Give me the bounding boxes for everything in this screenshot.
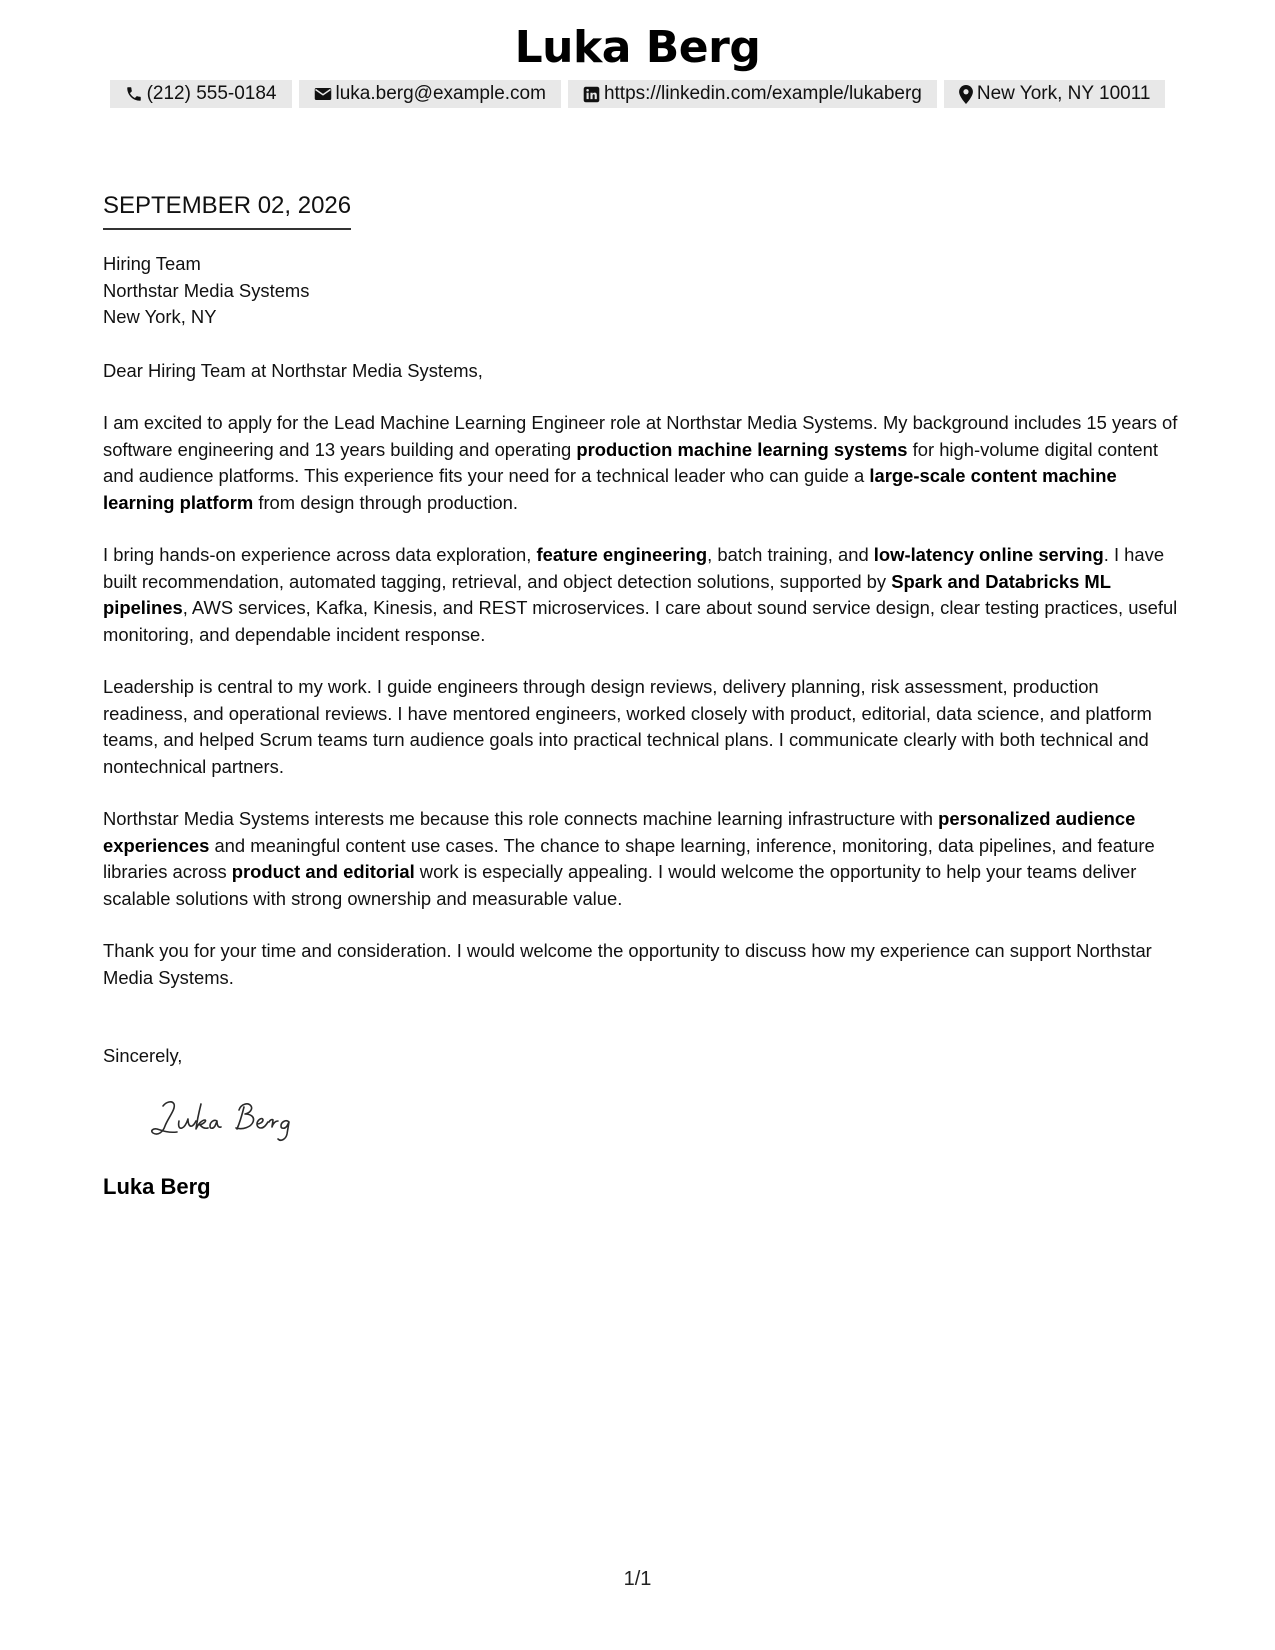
handwritten-signature: [149, 1092, 329, 1150]
contact-phone[interactable]: [110, 80, 292, 108]
linkedin-icon: [583, 86, 600, 103]
letter-date: SEPTEMBER 02, 2026: [103, 190, 351, 230]
applicant-name-heading: Luka Berg: [514, 22, 761, 73]
emphasis-text: production machine learning systems: [576, 438, 908, 460]
paragraph-text: I am excited to apply for the Lead Machine Learning Engineer role at Northstar Media Systems. My background includes 15 years of software engineering and 13 years building and operating: [103, 412, 1178, 460]
emphasis-text: large-scale content machine learning platform: [103, 465, 1117, 513]
recipient-line: Northstar Media Systems: [103, 279, 310, 301]
paragraph-text: Leadership is central to my work. I guide engineers through design reviews, delivery planning, risk assessment, production readiness, and operational reviews. I have mentored engineers, worked closely with product, editorial, data science, and platform teams, and helped Scrum teams turn audience goals into practical technical plans. I communicate clearly with both technical and nontechnical partners.: [103, 676, 1152, 777]
salutation: Dear Hiring Team at Northstar Media Systems,: [103, 359, 483, 381]
recipient-block: [103, 251, 1178, 331]
contact-linkedin-text: https://linkedin.com/example/lukaberg: [603, 83, 922, 104]
contact-bar: [0, 80, 1275, 108]
letter-body: [103, 190, 1178, 1202]
paragraph-text: Northstar Media Systems interests me because this role connects machine learning infrastructure with: [103, 808, 939, 829]
paragraph-text: from design through production.: [253, 491, 518, 513]
map-pin-icon: [959, 85, 973, 104]
contact-linkedin[interactable]: [568, 80, 937, 108]
paragraph-text: . I have built recommendation, automated tagging, retrieval, and object detection solutions, supported by: [103, 544, 1165, 592]
contact-location-text: New York, NY 10011: [976, 83, 1151, 104]
recipient-line: Hiring Team: [103, 253, 201, 274]
phone-icon: [125, 85, 143, 103]
envelope-icon: [314, 86, 332, 102]
emphasis-text: Spark and Databricks ML pipelines: [103, 570, 1111, 618]
emphasis-text: product and editorial: [231, 861, 415, 882]
letter-paragraph: [103, 542, 1178, 648]
emphasis-text: personalized audience experiences: [103, 808, 1136, 856]
paragraph-text: , AWS services, Kafka, Kinesis, and REST microservices. I care about sound service design, clear testing practices, useful monitoring, and dependable incident response.: [103, 597, 1178, 645]
paragraph-text: I bring hands-on experience across data exploration,: [103, 544, 537, 565]
letter-paragraph: [103, 674, 1178, 780]
letter-paragraphs: [103, 410, 1178, 991]
contact-location[interactable]: [944, 80, 1166, 108]
letter-paragraph: [103, 806, 1178, 912]
paragraph-text: , batch training, and: [707, 544, 874, 565]
contact-email[interactable]: [299, 80, 561, 108]
page-number: 1/1: [623, 1568, 652, 1590]
letter-paragraph: [103, 410, 1178, 516]
signer-name: Luka Berg: [103, 1173, 211, 1199]
emphasis-text: feature engineering: [536, 544, 708, 565]
paragraph-text: for high-volume digital content and audience platforms. This experience fits your need for a technical leader who can guide a: [103, 438, 1158, 486]
paragraph-text: and meaningful content use cases. The chance to shape learning, inference, monitoring, data pipelines, and feature libraries across: [103, 834, 1155, 882]
closing: Sincerely,: [103, 1045, 183, 1066]
emphasis-text: low-latency online serving: [873, 544, 1104, 565]
paragraph-text: Thank you for your time and consideration. I would welcome the opportunity to discuss how my experience can support Northstar Media Systems.: [103, 940, 1152, 988]
recipient-line: New York, NY: [103, 306, 217, 327]
contact-phone-text: (212) 555-0184: [146, 83, 277, 104]
letter-paragraph: [103, 938, 1178, 991]
paragraph-text: work is especially appealing. I would welcome the opportunity to help your teams deliver scalable solutions with strong ownership and measurable value.: [103, 861, 1137, 909]
contact-email-text: luka.berg@example.com: [335, 83, 546, 104]
